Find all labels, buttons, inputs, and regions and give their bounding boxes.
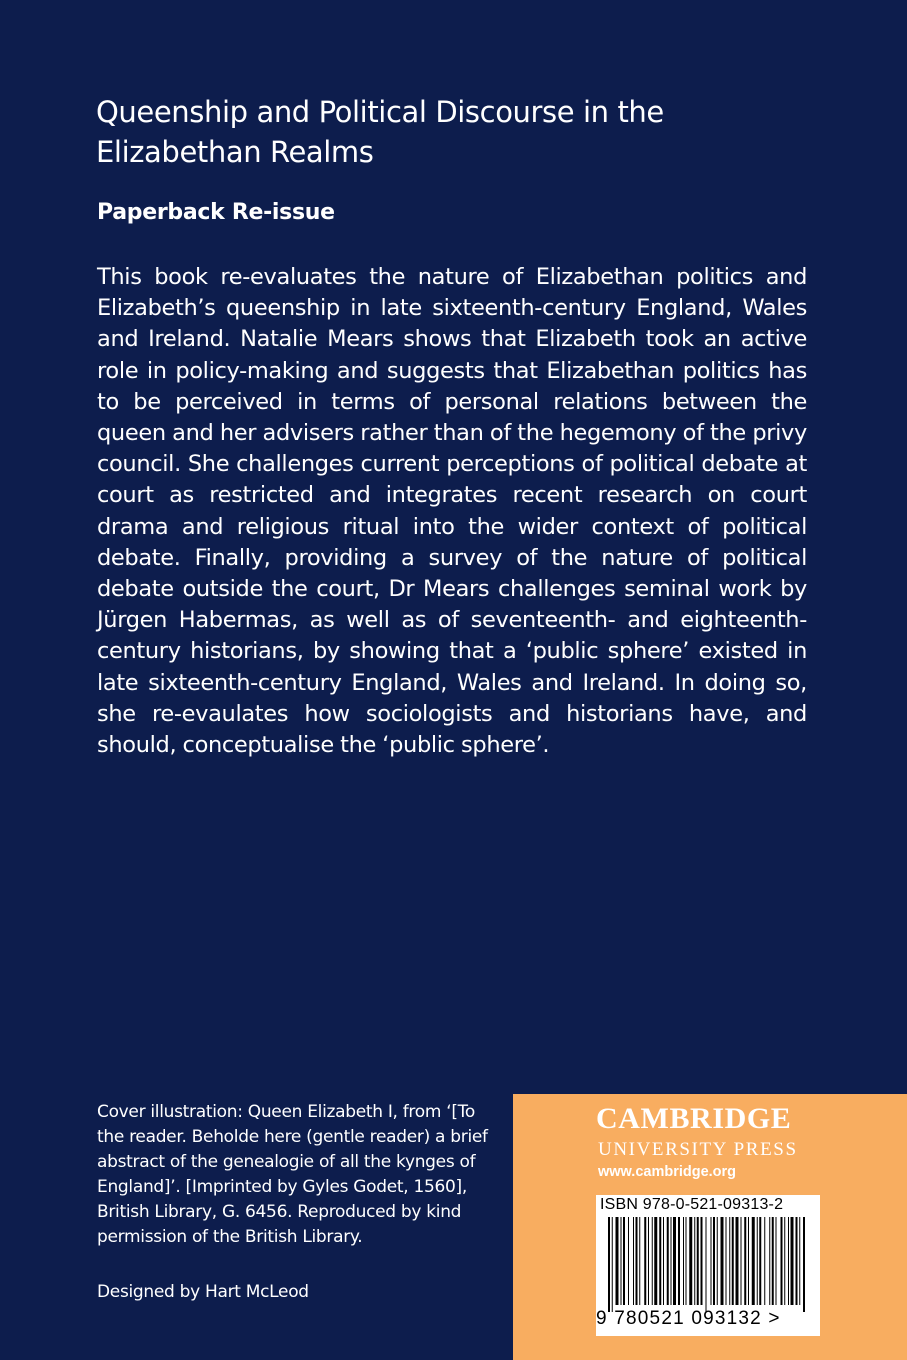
book-title: Queenship and Political Discourse in the Elizabethan Realms [96, 95, 664, 169]
barcode-bar [729, 1217, 730, 1305]
barcode-bar [697, 1217, 699, 1305]
barcode-digits: 9 780521 093132 > [596, 1308, 781, 1329]
publisher-panel [513, 1094, 907, 1360]
barcode-bar [636, 1217, 638, 1305]
barcode-bar [671, 1217, 672, 1305]
barcode-bar [741, 1217, 742, 1305]
barcode-bar [752, 1217, 755, 1305]
barcode-bar [803, 1217, 805, 1312]
barcode-bar [736, 1217, 739, 1305]
isbn-label: ISBN 978-0-521-09313-2 [600, 1196, 784, 1213]
barcode-bar [748, 1217, 749, 1305]
barcode-bar [701, 1217, 703, 1305]
barcode-bar [628, 1217, 629, 1305]
barcode-bar [654, 1217, 657, 1305]
barcode-bar [686, 1217, 687, 1305]
barcode-bar [644, 1217, 646, 1305]
barcode-bar [639, 1217, 640, 1305]
barcode-bar [633, 1217, 634, 1305]
barcode-bar [757, 1217, 758, 1305]
barcode-bar [711, 1217, 712, 1305]
barcode-bar [732, 1217, 734, 1305]
barcode-bar [769, 1217, 770, 1305]
barcode-bar [659, 1217, 661, 1305]
book-blurb: This book re-evaluates the nature of Elizabethan politics and Elizabeth’s queenship in late sixteenth-century England, Wales and Ireland. Natalie Mears shows that Elizabeth took an active role in policy-making and suggests that Elizabethan politics has to be perceived in terms of personal relations between the queen and her advisers rather than of the hegemony of the privy council. She challenges current perceptions of political debate at court as restricted and integrates recent research on court drama and religious ritual into the wider context of political debate. Finally, providing a survey of the nature of political debate outside the court, Dr Mears challenges seminal work by Jürgen Habermas, as well as of seventeenth- and eighteenth-century historians, by showing that a ‘public sphere’ existed in late sixteenth-century England, Wales and Ireland. In doing so, she re-evaulates how sociologists and historians have, and should, conceptualise the ‘public sphere’. [97, 264, 807, 759]
designer-credit: Designed by Hart McLeod [97, 1282, 309, 1302]
barcode-bar [788, 1217, 789, 1305]
barcode-bar [689, 1217, 692, 1305]
publisher-name: CAMBRIDGE [596, 1102, 792, 1135]
barcode-bar [667, 1217, 669, 1305]
barcode-bar [759, 1217, 761, 1305]
barcode-bar [772, 1217, 774, 1305]
barcode-bar [726, 1217, 727, 1305]
barcode-bar [678, 1217, 680, 1305]
barcode-bar [717, 1217, 718, 1305]
cover-credit: Cover illustration: Queen Elizabeth I, from ‘[To the reader. Beholde here (gentle reader) a brief abstract of the genealogie of all the kynges of England]’. [Imprinted by Gyles Godet, 1560], British Library, G. 6456. Reproduced by kind permission of the British Library. [97, 1102, 488, 1247]
barcode-bar [612, 1217, 613, 1312]
publisher-subname: UNIVERSITY PRESS [598, 1139, 798, 1160]
barcode-bar [663, 1217, 664, 1305]
publisher-url: www.cambridge.org [598, 1164, 737, 1180]
barcode-bar [799, 1217, 800, 1305]
barcode-bar [673, 1217, 676, 1305]
barcode-bar [791, 1217, 794, 1305]
barcode-bar [623, 1217, 625, 1305]
barcode-bar [616, 1217, 619, 1305]
barcode-bar [648, 1217, 649, 1305]
barcode-bar [706, 1217, 707, 1312]
barcode-bar [608, 1217, 610, 1312]
barcode-bar [652, 1217, 653, 1305]
edition-label: Paperback Re-issue [97, 200, 335, 225]
barcode-box [596, 1195, 820, 1336]
barcode-bar [694, 1217, 695, 1305]
barcode-bar [721, 1217, 724, 1305]
barcode-bar [781, 1217, 783, 1305]
barcode-bar [764, 1217, 765, 1305]
barcode-bar [776, 1217, 777, 1305]
barcode-bar [621, 1217, 622, 1305]
barcode-icon [608, 1217, 808, 1312]
barcode-bar [784, 1217, 785, 1305]
barcode-bar [796, 1217, 798, 1305]
barcode-bar [713, 1217, 715, 1305]
barcode-bar [683, 1217, 684, 1305]
barcode-bar [744, 1217, 746, 1305]
